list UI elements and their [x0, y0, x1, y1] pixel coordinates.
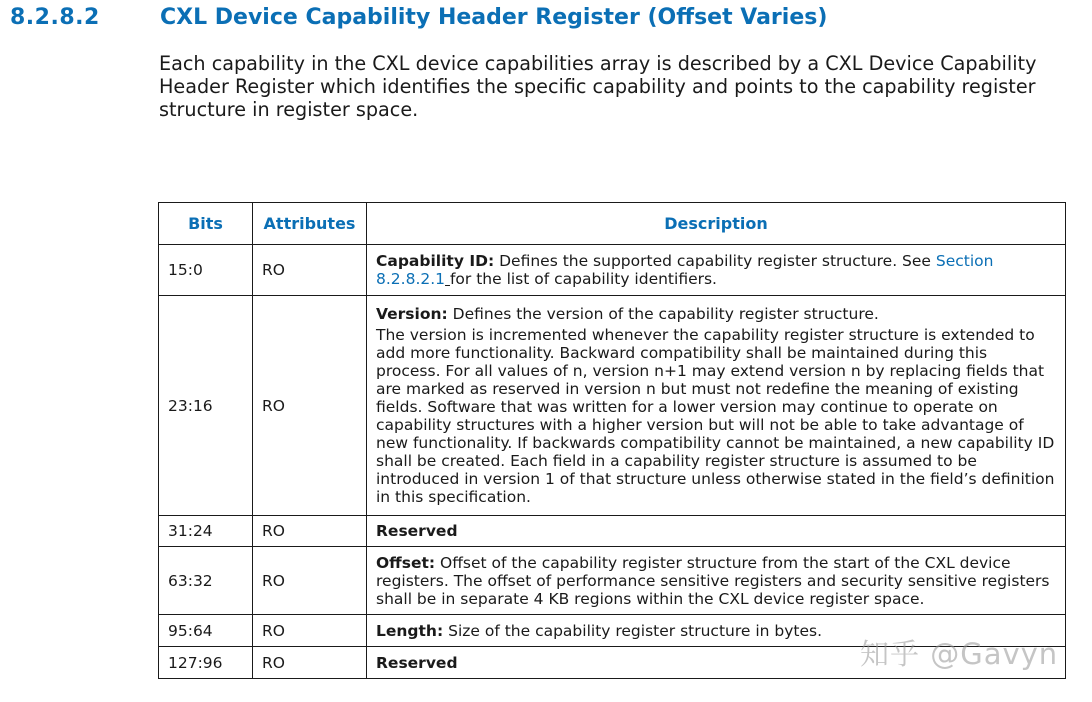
- field-name: Reserved: [376, 522, 458, 540]
- bits-cell: 15:0: [159, 245, 253, 296]
- field-description: Defines the supported capability register structure. See: [494, 252, 936, 270]
- table-row: [159, 516, 1066, 547]
- attr-cell: RO: [253, 647, 367, 679]
- description-cell: [367, 245, 1066, 296]
- section-title: CXL Device Capability Header Register (Offset Varies): [160, 5, 828, 30]
- bits-cell: 95:64: [159, 615, 253, 647]
- bits-cell: 31:24: [159, 516, 253, 547]
- field-name: Length:: [376, 621, 444, 640]
- table-row: [159, 296, 1066, 516]
- table-header-row: [159, 203, 1066, 245]
- field-description: Offset of the capability register structure from the start of the CXL device registers. The offset of performance sensitive registers and security sensitive registers shall be in separate 4 KB regions within the CXL device register space.: [376, 553, 1050, 608]
- bits-cell: 23:16: [159, 296, 253, 516]
- watermark: 知乎 @Gavyn: [860, 637, 1059, 671]
- register-table: [158, 202, 1066, 679]
- attr-cell: RO: [253, 516, 367, 547]
- table-row: [159, 547, 1066, 615]
- field-name: Version:: [376, 305, 448, 323]
- field-description: Size of the capability register structure in bytes.: [443, 621, 823, 640]
- field-name: Reserved: [376, 653, 458, 672]
- field-description: Defines the version of the capability register structure.: [447, 305, 879, 323]
- header-attributes: Attributes: [253, 203, 367, 245]
- bits-cell: 63:32: [159, 547, 253, 615]
- section-number: 8.2.8.2: [10, 5, 100, 30]
- field-name: Capability ID:: [376, 252, 495, 270]
- attr-cell: RO: [253, 296, 367, 516]
- field-name: Offset:: [376, 553, 436, 572]
- field-description-detail: The version is incremented whenever the capability register structure is extended to add more functionality. Backward compatibility shall be maintained during this process. For all values of n, version n+1 may extend version n by replacing fields that are marked as reserved in version n but must not redefine the meaning of existing fields. Software that was written for a lower version may continue to operate on capability structures with a higher version but will not be able to take advantage of new functionality. If backwards compatibility cannot be maintained, a new capability ID shall be created. Each field in a capability register structure is assumed to be introduced in version 1 of that structure unless otherwise stated in the field’s definition in this specification.: [376, 326, 1055, 506]
- description-cell: [367, 516, 1066, 547]
- attr-cell: RO: [253, 615, 367, 647]
- section-intro: Each capability in the CXL device capabilities array is described by a CXL Device Capability Header Register which identifies the specific capability and points to the capability register structure in register space.: [159, 52, 1037, 121]
- description-cell: [367, 547, 1066, 615]
- attr-cell: RO: [253, 245, 367, 296]
- attr-cell: RO: [253, 547, 367, 615]
- header-bits: Bits: [159, 203, 253, 245]
- description-cell: [367, 296, 1066, 516]
- field-description-tail: for the list of capability identifiers.: [449, 270, 717, 288]
- bits-cell: 127:96: [159, 647, 253, 679]
- header-description: Description: [367, 203, 1066, 245]
- table-row: [159, 245, 1066, 296]
- section-link[interactable]: Section 8.2.8.2.1: [376, 252, 994, 288]
